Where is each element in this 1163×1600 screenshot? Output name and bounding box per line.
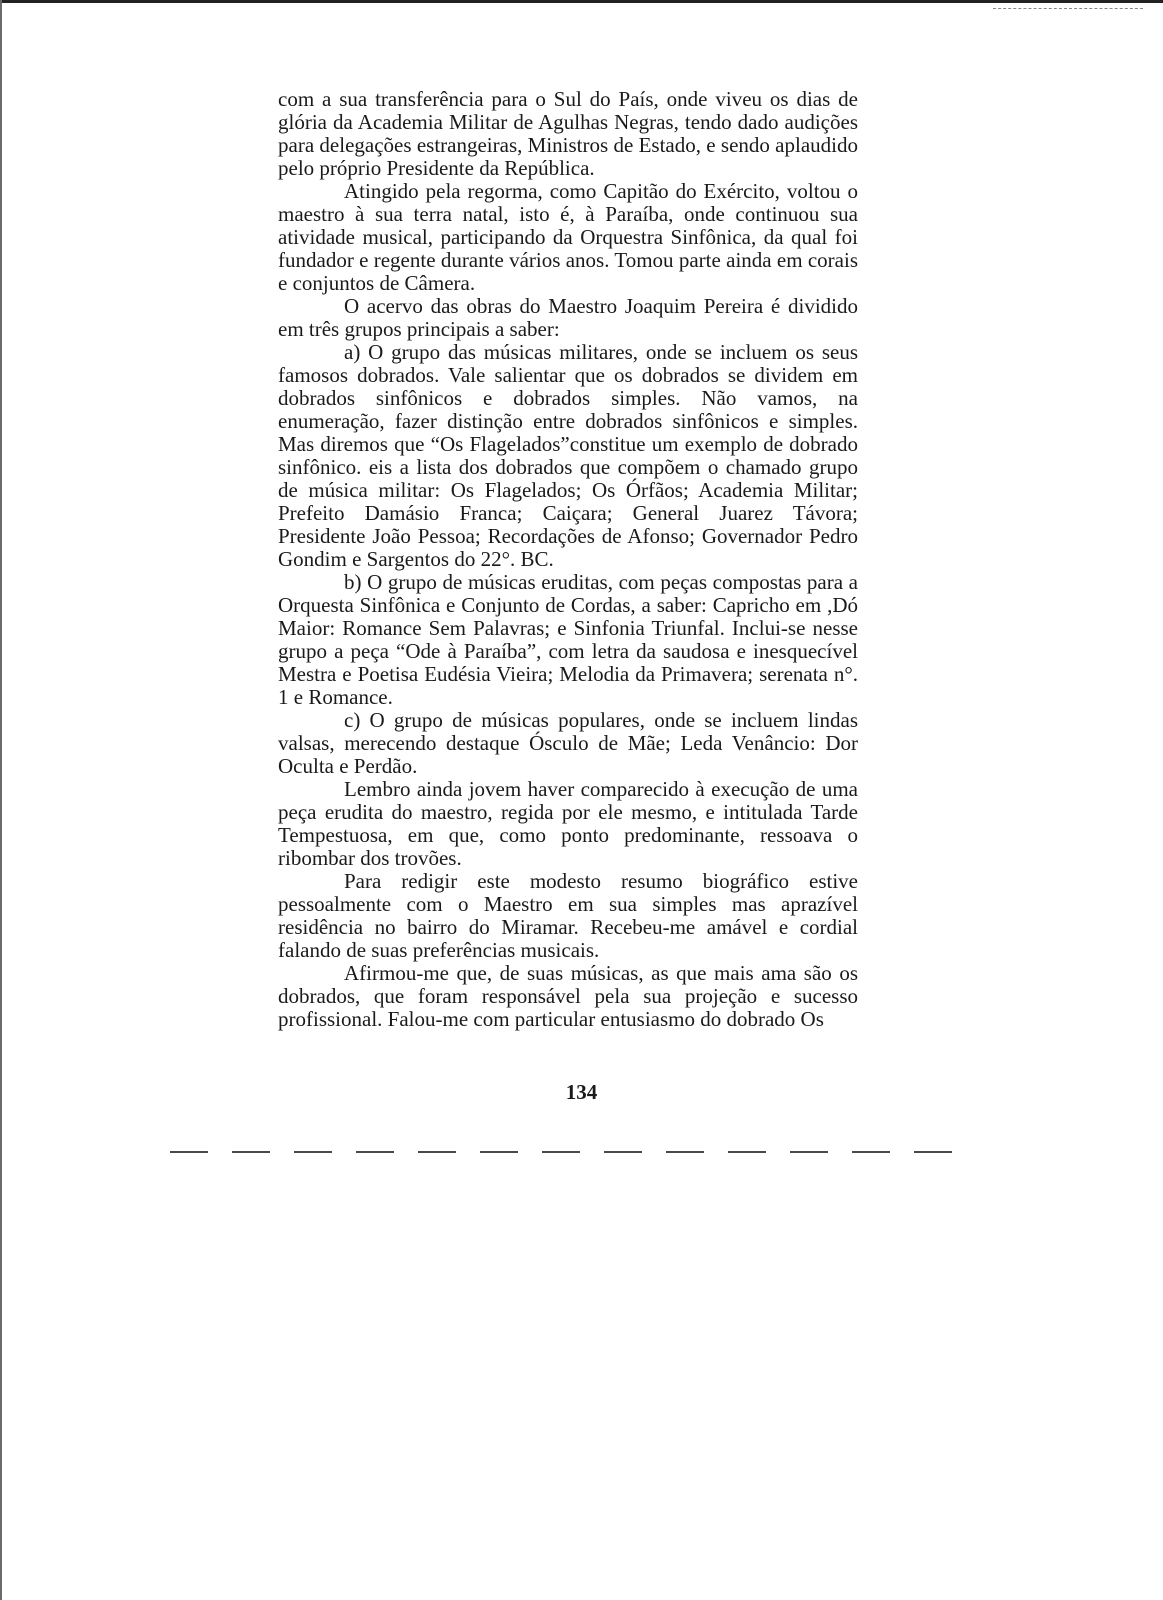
bottom-dashed-line <box>170 1151 970 1153</box>
paragraph-4-military-group: a) O grupo das músicas militares, onde se incluem os seus famosos dobrados. Vale salientar que os dobrados se dividem em dobrados sinfônicos e dobrados simples. Não vamos, na enumeração, fazer distinção entre dobrados sinfônicos e simples. Mas diremos que “Os Flagelados”constitue um exemplo de dobrado sinfônico. eis a lista dos dobrados que compõem o chamado grupo de música militar: Os Flagelados; Os Órfãos; Academia Militar; Prefeito Damásio Franca; Caiçara; General Juarez Távora; Presidente João Pessoa; Recordações de Afonso; Governador Pedro Gondim e Sargentos do 22°. BC. <box>278 340 858 571</box>
scan-left-edge <box>0 0 2 1600</box>
paragraph-6-popular-group: c) O grupo de músicas populares, onde se incluem lindas valsas, merecendo destaque Ósculo de Mãe; Leda Venâncio: Dor Oculta e Perdão. <box>278 708 858 778</box>
body-text <box>278 88 858 1031</box>
paragraph-2: Atingido pela regorma, como Capitão do Exército, voltou o maestro à sua terra natal, isto é, à Paraíba, onde continuou sua atividade musical, participando da Orquestra Sinfônica, da qual foi fundador e regente durante vários anos. Tomou parte ainda em corais e conjuntos de Câmera. <box>278 179 858 295</box>
paragraph-5-erudite-group: b) O grupo de músicas eruditas, com peças compostas para a Orquesta Sinfônica e Conjunto de Cordas, a saber: Capricho em ,Dó Maior: Romance Sem Palavras; e Sinfonia Triunfal. Inclui-se nesse grupo a peça “Ode à Paraíba”, com letra da saudosa e inesquecível Mestra e Poetisa Eudésia Vieira; Melodia da Primavera; serenata n°. 1 e Romance. <box>278 570 858 709</box>
page-number: 134 <box>565 1080 598 1104</box>
paragraph-3: O acervo das obras do Maestro Joaquim Pereira é dividido em três grupos principais a saber: <box>278 294 858 341</box>
paragraph-9: Afirmou-me que, de suas músicas, as que mais ama são os dobrados, que foram responsável pela sua projeção e sucesso profissional. Falou-me com particular entusiasmo do dobrado Os <box>278 961 858 1031</box>
paragraph-7: Lembro ainda jovem haver comparecido à execução de uma peça erudita do maestro, regida por ele mesmo, e intitulada Tarde Tempestuosa, em que, como ponto predominante, ressoava o ribombar dos trovões. <box>278 777 858 870</box>
scan-top-right-mark <box>993 8 1143 10</box>
scan-top-edge <box>0 0 1163 3</box>
paragraph-8: Para redigir este modesto resumo biográfico estive pessoalmente com o Maestro em sua simples mas aprazível residência no bairro do Miramar. Recebeu-me amável e cordial falando de suas preferências musicais. <box>278 869 858 962</box>
paragraph-1: com a sua transferência para o Sul do País, onde viveu os dias de glória da Academia Militar de Agulhas Negras, tendo dado audições para delegações estrangeiras, Ministros de Estado, e sendo aplaudido pelo próprio Presidente da República. <box>278 87 858 180</box>
